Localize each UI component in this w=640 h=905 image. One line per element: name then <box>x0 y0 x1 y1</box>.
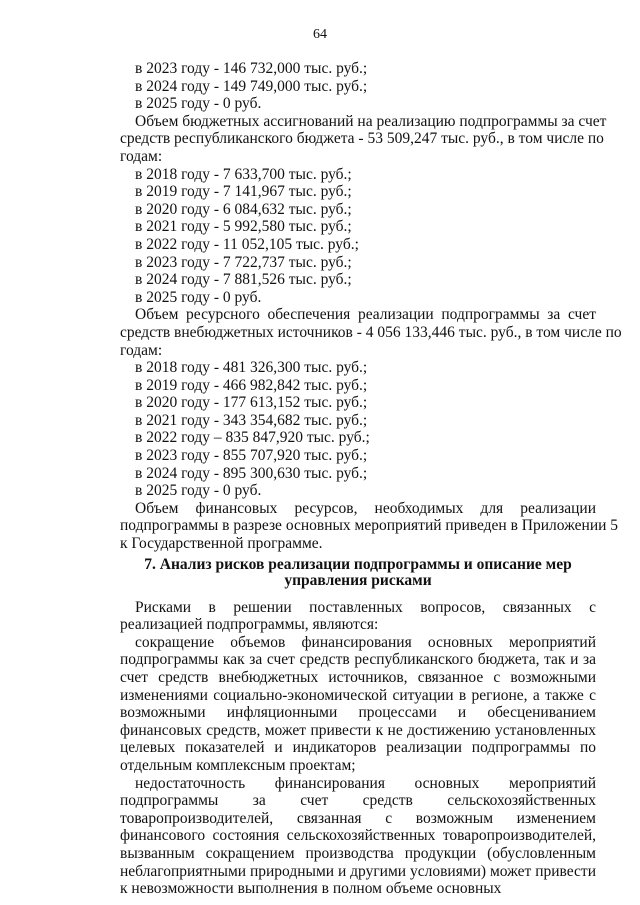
year-line: в 2025 году - 0 руб. <box>135 482 262 500</box>
year-line: в 2022 году – 835 847,920 тыс. руб.; <box>135 429 370 447</box>
year-line: в 2020 году - 177 613,152 тыс. руб.; <box>135 394 368 412</box>
year-line: в 2018 году - 7 633,700 тыс. руб.; <box>135 165 352 183</box>
year-line: в 2024 году - 149 749,000 тыс. руб.; <box>135 77 368 95</box>
year-line: в 2024 году - 895 300,630 тыс. руб.; <box>135 464 368 482</box>
extra-budget-intro: Объем ресурсного обеспечения реализации подпрограммы за счет <box>135 306 596 324</box>
section-heading-line: управления рисками <box>284 571 432 589</box>
regional-budget-total: средств республиканского бюджета - 53 509,247 тыс. руб., в том числе по <box>120 130 604 148</box>
year-line: в 2025 году - 0 руб. <box>135 95 262 113</box>
year-line: в 2025 году - 0 руб. <box>135 288 262 306</box>
year-line: в 2021 году - 343 354,682 тыс. руб.; <box>135 411 368 429</box>
year-line: в 2018 году - 481 326,300 тыс. руб.; <box>135 359 368 377</box>
regional-budget-intro: Объем бюджетных ассигнований на реализацию подпрограммы за счет <box>135 112 607 130</box>
finance-paragraph-line: Объем финансовых ресурсов, необходимых для реализации <box>135 499 596 517</box>
year-line: в 2024 году - 7 881,526 тыс. руб.; <box>135 271 352 289</box>
risk-paragraph-2 <box>120 775 596 898</box>
regional-budget-years-label: годам: <box>120 147 163 165</box>
risk-paragraph-1 <box>120 634 596 775</box>
year-line: в 2022 году - 11 052,105 тыс. руб.; <box>135 235 359 253</box>
year-line: в 2023 году - 855 707,920 тыс. руб.; <box>135 447 368 465</box>
risk-text-2: недостаточность финансирования основных мероприятий подпрограммы за счет средств сельскохозяйственных товаропроизводителей, связанная с возможным изменением финансового состояния сельскохозяйственных товаропроизводителей, вызванным сокращением производства продукции (обусловленным неблагоприятными природными и другими условиями) может привести к невозможности выполнения в полном объеме основных <box>120 774 596 898</box>
year-line: в 2019 году - 7 141,967 тыс. руб.; <box>135 183 352 201</box>
section-heading-line: 7. Анализ рисков реализации подпрограммы и описание мер <box>144 555 572 573</box>
finance-paragraph-line: подпрограммы в разрезе основных мероприятий приведен в Приложении 5 <box>120 517 619 535</box>
risk-text-1: сокращение объемов финансирования основных мероприятий подпрограммы как за счет средств республиканского бюджета, так и за счет средств внебюджетных источников, связанное с возможными изменениями социально-экономической ситуации в регионе, а также с возможными инфляционными процессами и обесцениванием финансовых средств, может привести к не достижению установленных целевых показателей и индикаторов реализации подпрограммы по отдельным комплексным проектам; <box>120 633 596 774</box>
section-heading <box>120 557 596 589</box>
finance-paragraph-line: к Государственной программе. <box>120 535 323 553</box>
extra-budget-total: средств внебюджетных источников - 4 056 133,446 тыс. руб., в том числе по <box>120 323 622 341</box>
risks-intro-text: Рисками в решении поставленных вопросов, связанных с реализацией подпрограммы, являются: <box>120 598 596 634</box>
risks-intro-paragraph <box>120 599 596 634</box>
year-line: в 2020 году - 6 084,632 тыс. руб.; <box>135 200 352 218</box>
year-line: в 2023 году - 7 722,737 тыс. руб.; <box>135 253 352 271</box>
extra-budget-years-label: годам: <box>120 341 163 359</box>
year-line: в 2023 году - 146 732,000 тыс. руб.; <box>135 60 368 77</box>
page-number: 64 <box>313 27 327 42</box>
year-line: в 2019 году - 466 982,842 тыс. руб.; <box>135 376 368 394</box>
page-body <box>120 60 622 898</box>
year-line: в 2021 году - 5 992,580 тыс. руб.; <box>135 218 352 236</box>
